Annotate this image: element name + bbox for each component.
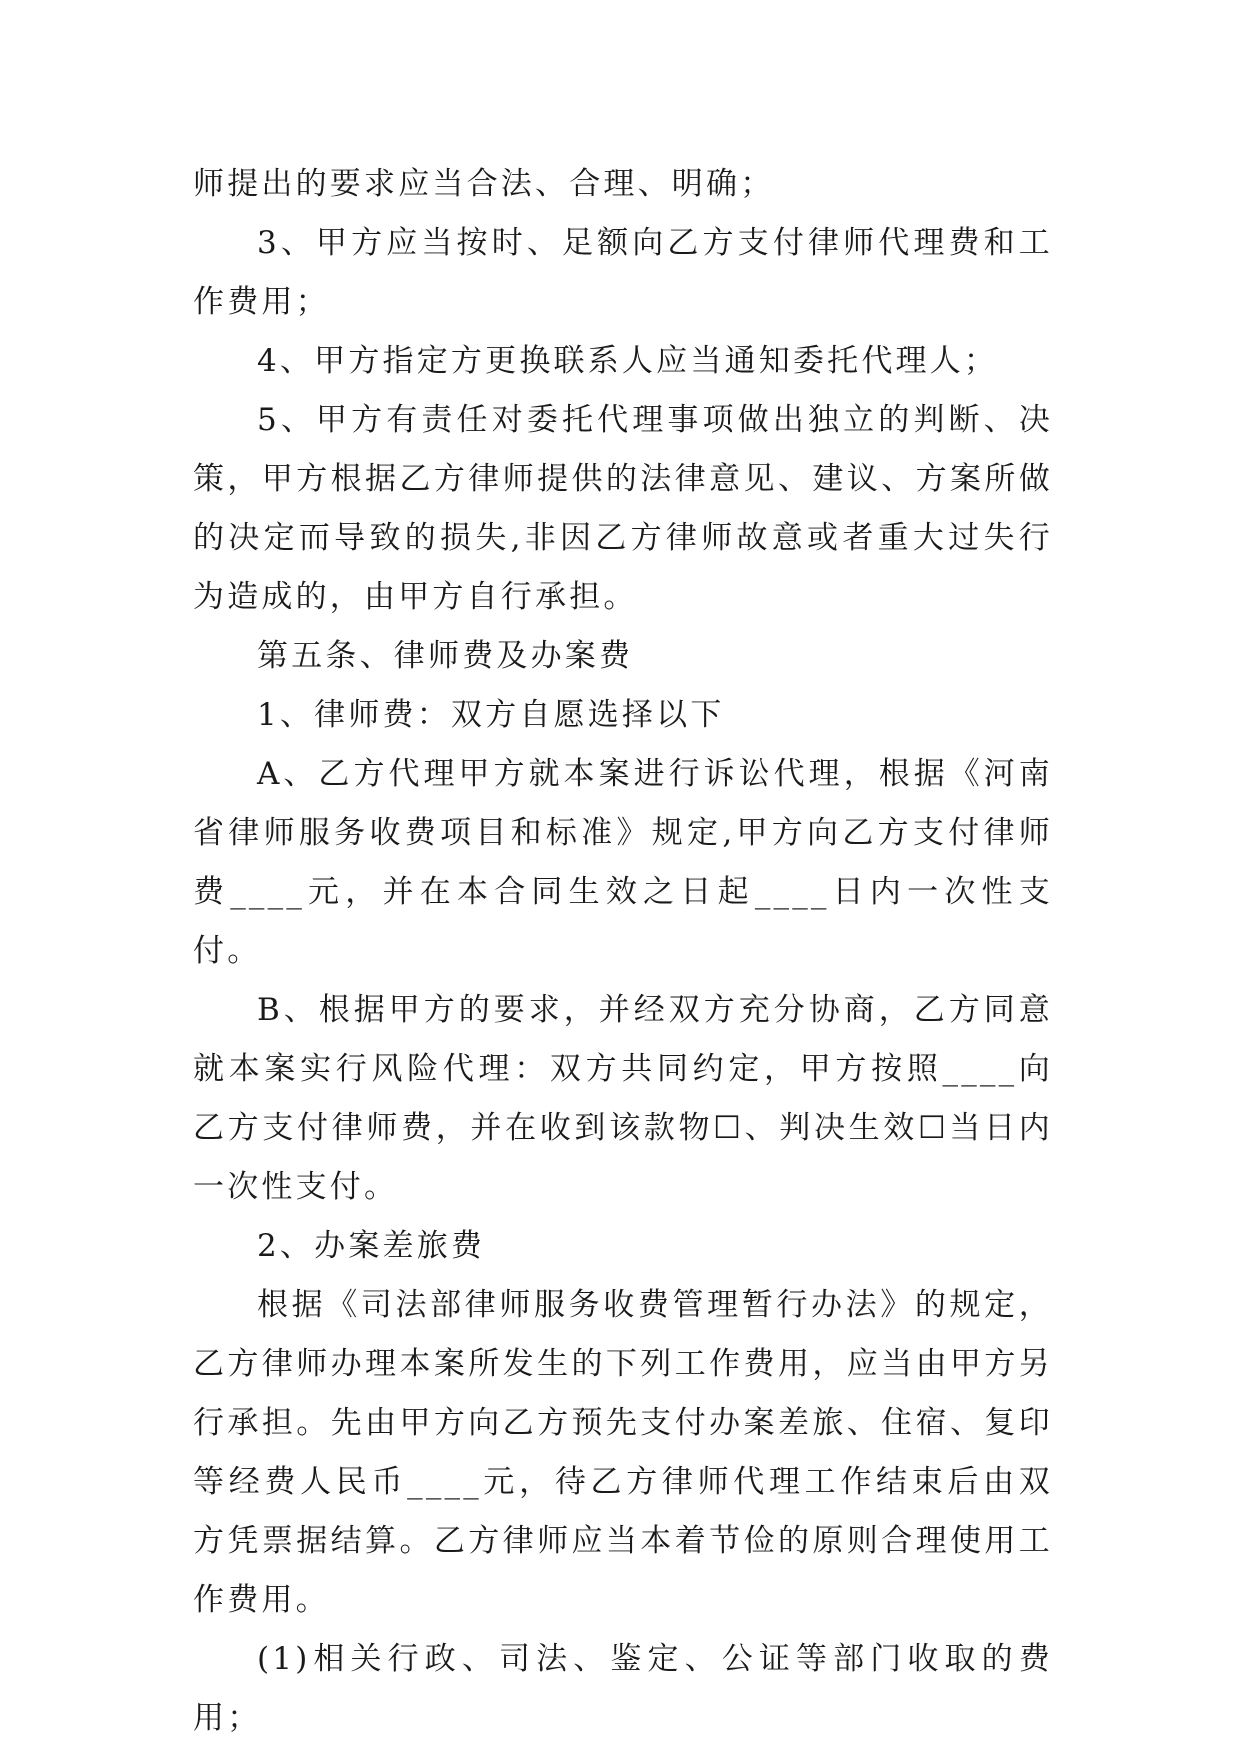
paragraph-3: 4、甲方指定方更换联系人应当通知委托代理人； bbox=[257, 343, 999, 379]
paragraph-lawyer-fee: 1、律师费：双方自愿选择以下 bbox=[257, 697, 725, 733]
document-body bbox=[193, 155, 1053, 1748]
section-heading-article-5: 第五条、律师费及办案费 bbox=[257, 638, 634, 674]
paragraph-option-a: A、乙方代理甲方就本案进行诉讼代理，根据《河南省律师服务收费项目和标准》规定,甲方向乙方支付律师费____元，并在本合同生效之日起____日内一次性支付。 bbox=[193, 756, 1053, 969]
paragraph-regulation: 根据《司法部律师服务收费管理暂行办法》的规定，乙方律师办理本案所发生的下列工作费用，应当由甲方另行承担。先由甲方向乙方预先支付办案差旅、住宿、复印等经费人民币____元，待乙方律师代理工作结束后由双方凭票据结算。乙方律师应当本着节俭的原则合理使用工作费用。 bbox=[193, 1287, 1053, 1618]
paragraph-option-b: B、根据甲方的要求，并经双方充分协商，乙方同意就本案实行风险代理：双方共同约定，甲方按照____向乙方支付律师费，并在收到该款物☐、判决生效☐当日内一次性支付。 bbox=[193, 992, 1053, 1205]
paragraph-2: 3、甲方应当按时、足额向乙方支付律师代理费和工作费用； bbox=[193, 225, 1053, 320]
paragraph-travel-expenses: 2、办案差旅费 bbox=[257, 1228, 486, 1264]
paragraph-1: 师提出的要求应当合法、合理、明确； bbox=[193, 166, 775, 202]
paragraph-4: 5、甲方有责任对委托代理事项做出独立的判断、决策，甲方根据乙方律师提供的法律意见、建议、方案所做的决定而导致的损失,非因乙方律师故意或者重大过失行为造成的，由甲方自行承担。 bbox=[193, 402, 1053, 615]
paragraph-item-1: (1)相关行政、司法、鉴定、公证等部门收取的费用； bbox=[193, 1641, 1053, 1736]
